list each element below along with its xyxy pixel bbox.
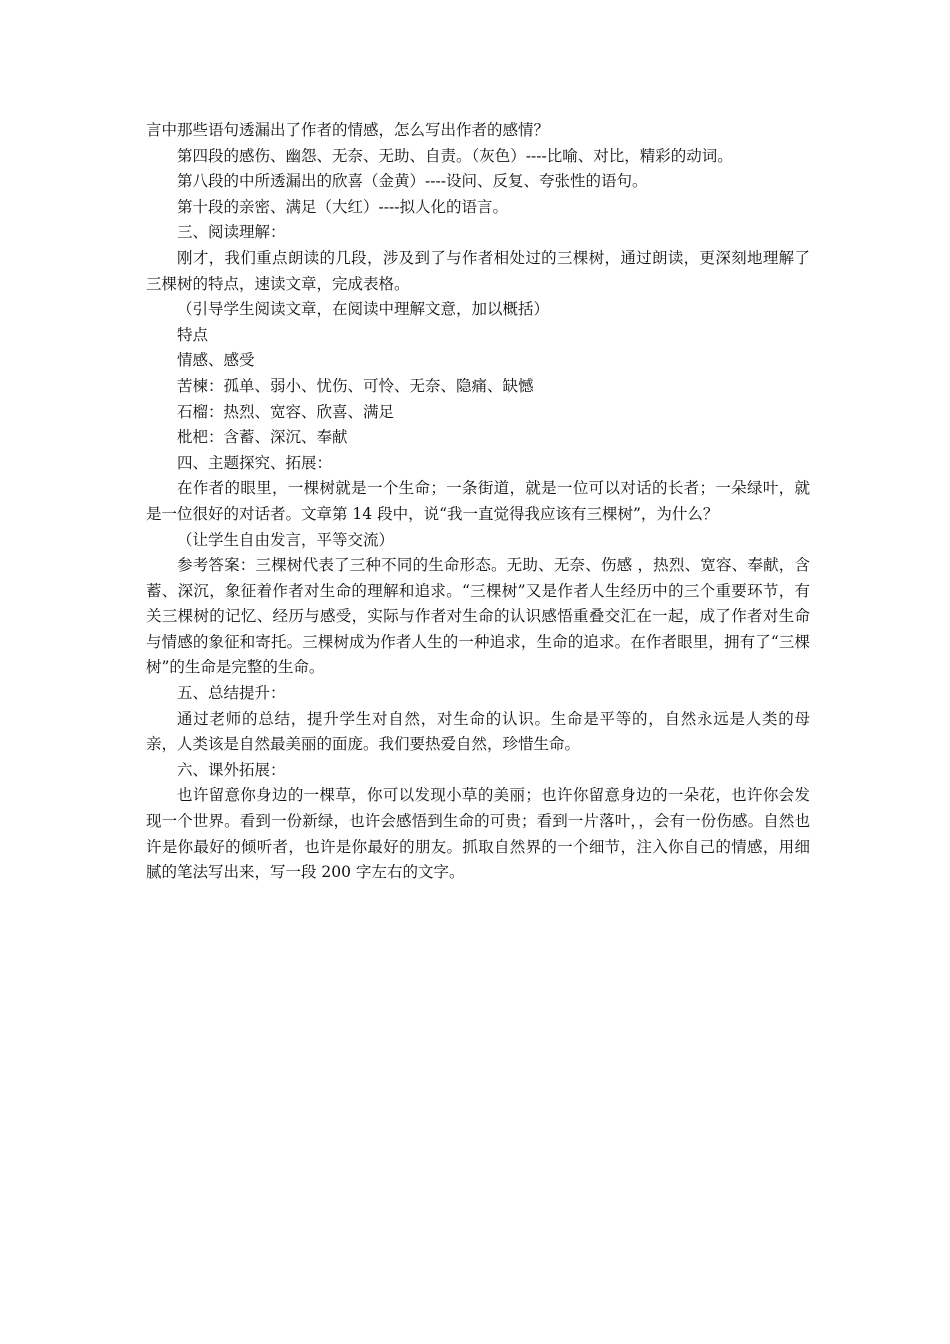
section-heading: 四、主题探究、拓展： <box>177 453 333 472</box>
paragraph: 也许留意你身边的一棵草，你可以发现小草的美丽；也许你留意身边的一朵花，也许你会发现一个世界。看到一份新绿，也许会感悟到生命的可贵；看到一片落叶，，会有一份伤感。自然也许是你最好的倾听者，也许是你最好的朋友。抓取自然界的一个细节，注入你自己的情感，用细腻的笔法写出来，写一段 200 字左右的文字。 <box>146 786 810 882</box>
tree-row-pipa: 枇杷：含蓄、深沉、奉献 <box>177 428 348 447</box>
reference-answer: 参考答案：三棵树代表了三种不同的生命形态。无助、无奈、伤感 ，热烈、宽容、奉献，含蓄、深沉，象征着作者对生命的理解和追求。“三棵树”又是作者人生经历中的三个重要环节，有关三棵树的记忆、经历与感受，实际与作者对生命的认识感悟重叠交汇在一起，成了作者对生命与情感的象征和寄托。三棵树成为作者人生的一种追求，生命的追求。在作者眼里，拥有了“三棵树”的生命是完整的生命。 <box>146 556 810 677</box>
paragraph: 在作者的眼里，一棵树就是一个生命；一条街道，就是一位可以对话的长者；一朵绿叶，就是一位很好的对话者。文章第 14 段中，说“我一直觉得我应该有三棵树”，为什么？ <box>146 479 810 523</box>
paragraph: 第八段的中所透漏出的欣喜（金黄）----设问、反复、夸张性的语句。 <box>177 172 648 191</box>
tree-row-kulian: 苦楝：孤单、弱小、忧伤、可怜、无奈、隐痛、缺憾 <box>177 376 534 395</box>
section-heading: 五、总结提升： <box>177 684 286 703</box>
paragraph: 第十段的亲密、满足（大红）----拟人化的语言。 <box>177 197 508 216</box>
paragraph: （让学生自由发言，平等交流） <box>177 530 395 549</box>
paragraph: 言中那些语句透漏出了作者的情感，怎么写出作者的感情？ <box>146 121 550 139</box>
paragraph: 刚才，我们重点朗读的几段，涉及到了与作者相处过的三棵树，通过朗读，更深刻地理解了三棵树的特点，速读文章，完成表格。 <box>146 248 810 293</box>
table-header-feature: 特点 <box>177 325 209 344</box>
section-heading: 六、课外拓展： <box>177 760 286 779</box>
paragraph: 通过老师的总结，提升学生对自然，对生命的认识。生命是平等的，自然永远是人类的母亲，人类该是自然最美丽的面庞。我们要热爱自然，珍惜生命。 <box>146 709 810 754</box>
paragraph: 第四段的感伤、幽怨、无奈、无助、自责。（灰色）----比喻、对比，精彩的动词。 <box>177 146 733 165</box>
tree-row-shiliu: 石榴：热烈、宽容、欣喜、满足 <box>177 402 395 421</box>
document-body <box>146 118 810 886</box>
paragraph: （引导学生阅读文章，在阅读中理解文意，加以概括） <box>177 300 550 319</box>
table-header-emotion: 情感、感受 <box>177 351 255 370</box>
section-heading: 三、阅读理解： <box>177 223 286 242</box>
